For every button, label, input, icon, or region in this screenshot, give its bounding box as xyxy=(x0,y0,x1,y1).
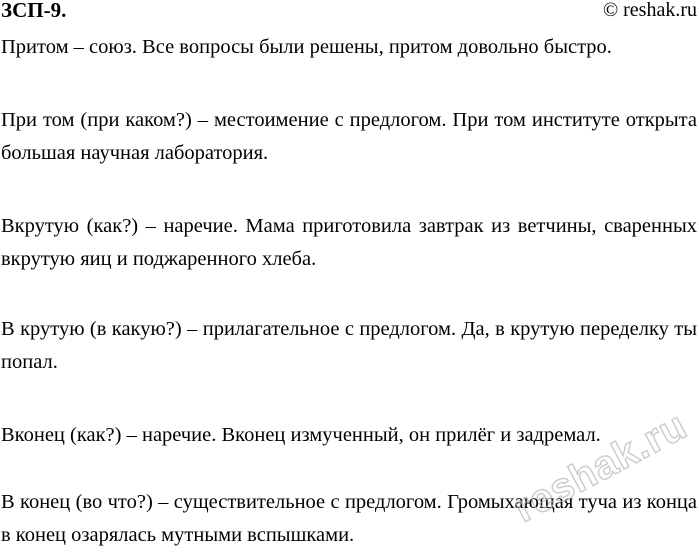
page-header xyxy=(0,0,699,26)
paragraph-vkonets: Вконец (как?) – наречие. Вконец измученный, он прилёг и задремал. xyxy=(1,424,601,446)
paragraph-pritom: Притом – союз. Все вопросы были решены, притом довольно быстро. xyxy=(1,36,612,58)
source-credit: © reshak.ru xyxy=(602,0,697,21)
paragraph-pri-tom: При том (при каком?) – местоимение с предлогом. При том институте открыта большая научная лаборатория. xyxy=(1,109,697,164)
paragraph-v-konets: В конец (во что?) – существительное с предлогом. Громыхающая туча из конца в конец озарялась мутными вспышками. xyxy=(1,491,697,546)
paragraph-v-krutuyu: В крутую (в какую?) – прилагательное с предлогом. Да, в крутую переделку ты попал. xyxy=(1,318,697,373)
paragraph-vkrutuyu: Вкрутую (как?) – наречие. Мама приготовила завтрак из ветчины, сваренных вкрутую яиц и поджаренного хлеба. xyxy=(1,215,697,270)
exercise-title: ЗСП-9. xyxy=(1,0,67,22)
watermark-text: reshak.ru xyxy=(506,403,695,531)
